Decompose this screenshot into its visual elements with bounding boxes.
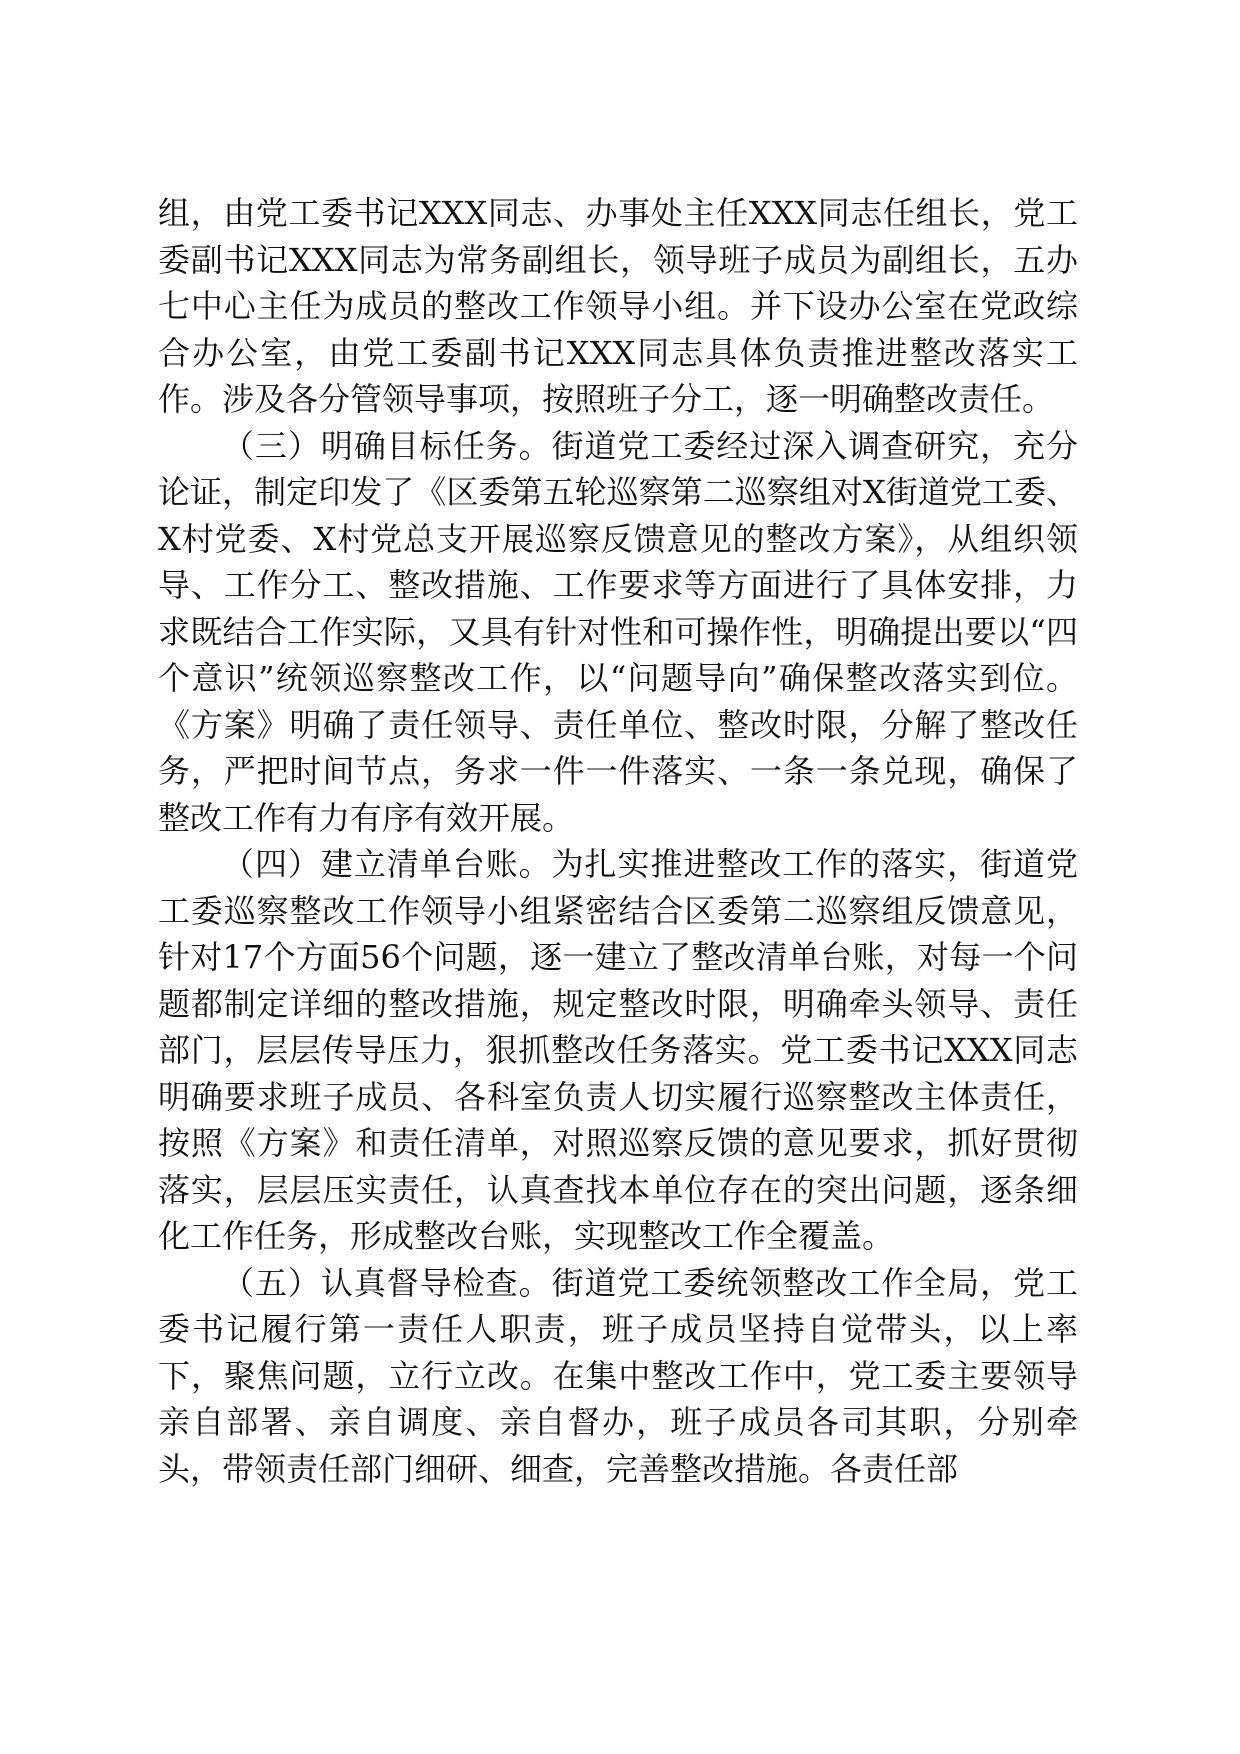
paragraph-list-ledger: （四）建立清单台账。为扎实推进整改工作的落实，街道党工委巡察整改工作领导小组紧密结合区委第二巡察组反馈意见，针对17个方面56个问题，逐一建立了整改清单台账，对每一个问题都制定详细的整改措施，规定整改时限，明确牵头领导、责任部门，层层传导压力，狠抓整改任务落实。党工委书记XXX同志明确要求班子成员、各科室负责人切实履行巡察整改主体责任，按照《方案》和责任清单，对照巡察反馈的意见要求，抓好贯彻落实，层层压实责任，认真查找本单位存在的突出问题，逐条细化工作任务，形成整改台账，实现整改工作全覆盖。 — [158, 845, 1078, 1255]
paragraph-target-tasks: （三）明确目标任务。街道党工委经过深入调查研究，充分论证，制定印发了《区委第五轮巡察第二巡察组对X街道党工委、X村党委、X村党总支开展巡察反馈意见的整改方案》，从组织领导、工作分工、整改措施、工作要求等方面进行了具体安排，力求既结合工作实际，又具有针对性和可操作性，明确提出要以“四个意识”统领巡察整改工作，以“问题导向”确保整改落实到位。《方案》明确了责任领导、责任单位、整改时限，分解了整改任务，严把时间节点，务求一件一件落实、一条一条兑现，确保了整改工作有力有序有效开展。 — [158, 426, 1078, 837]
document-page — [158, 190, 1078, 1492]
paragraph-leadership-group: 组，由党工委书记XXX同志、办事处主任XXX同志任组长，党工委副书记XXX同志为常务副组长，领导班子成员为副组长，五办七中心主任为成员的整改工作领导小组。并下设办公室在党政综合办公室，由党工委副书记XXX同志具体负责推进整改落实工作。涉及各分管领导事项，按照班子分工，逐一明确整改责任。 — [158, 194, 1078, 418]
paragraph-supervision: （五）认真督导检查。街道党工委统领整改工作全局，党工委书记履行第一责任人职责，班子成员坚持自觉带头，以上率下，聚焦问题，立行立改。在集中整改工作中，党工委主要领导亲自部署、亲自调度、亲自督办，班子成员各司其职，分别牵头，带领责任部门细研、细查，完善整改措施。各责任部 — [158, 1263, 1078, 1488]
